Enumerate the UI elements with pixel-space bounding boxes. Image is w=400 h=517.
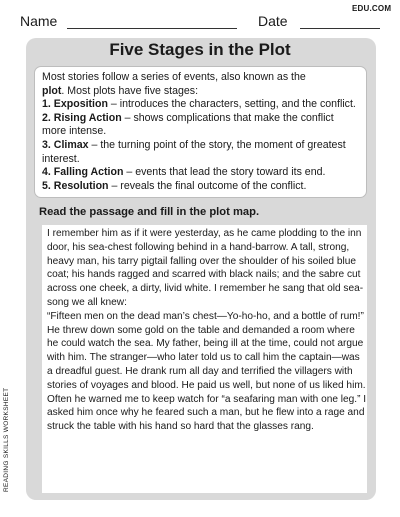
stage-name: Climax [53,138,89,151]
stage-name: Resolution [53,179,109,192]
stage-item-2: 2. Rising Action – shows complications that make the conflict more intense. [42,111,334,138]
date-field-line[interactable] [300,28,380,29]
stage-desc: – the turning point of the story, the moment of greatest interest. [42,138,346,165]
passage-paragraph: Often he warned me to keep watch for “a seafaring man with one leg.” I asked him once why he feared such a man, but he flew into a rage and struck the table with his hand so hard that the glasses rang. [47,393,367,433]
instructions: Read the passage and fill in the plot map. [39,206,260,218]
stage-item-4: 4. Falling Action – events that lead the story toward its end. [42,166,326,179]
date-label: Date [258,13,288,29]
name-label: Name [20,13,58,29]
brand-logo: EDU.COM [352,4,392,13]
stage-item-5: 5. Resolution – reveals the final outcome of the conflict. [42,179,307,192]
plot-stages-box [34,66,367,198]
stage-item-1: 1. Exposition – introduces the characters, setting, and the conflict. [42,98,356,111]
passage-paragraph: He threw down some gold on the table and demanded a room where he could watch the sea. My father, being ill at the time, could not argue with him. The stranger—who later told us to call him the captain—was a dreadful guest. He drank rum all day and terrified the villagers with stories of voyages and blood. He paid us well, but none of us liked him. [47,324,366,391]
stage-name: Exposition [53,98,108,111]
intro-text [42,71,360,98]
intro-plot-term: plot [42,84,62,97]
page-title: Five Stages in the Plot [109,40,291,59]
stage-name: Rising Action [53,111,122,124]
stage-desc: – shows complications that make the conflict more intense. [42,111,334,138]
passage-paragraph: I remember him as if it were yesterday, as he came plodding to the inn door, his sea-chest following behind in a hand-barrow. A tall, strong, heavy man, his tarry pigtail falling over the shoulder of his soiled blue coat; his hands ragged and scarred with black nails; and the sabre cut across one cheek, a dirty, livid white. I remember he sang that old sea-song we all knew: [47,228,364,308]
passage-box [42,225,367,493]
worksheet-header [0,0,400,34]
stage-desc: – events that lead the story toward its end. [123,166,326,179]
intro-line-1: Most stories follow a series of events, also known as the [42,71,306,83]
stage-desc: – reveals the final outcome of the conflict. [108,179,307,192]
stage-item-3: 3. Climax – the turning point of the story, the moment of greatest interest. [42,138,346,165]
name-field-line[interactable] [67,28,237,29]
stage-name: Falling Action [53,166,124,179]
stage-desc: – introduces the characters, setting, and the conflict. [107,98,356,111]
intro-line-2: . Most plots have five stages: [61,84,199,97]
side-label: READING SKILLS WORKSHEET [3,387,10,492]
passage-paragraph: “Fifteen men on the dead man’s chest—Yo-ho-ho, and a bottle of rum!” [47,310,364,322]
